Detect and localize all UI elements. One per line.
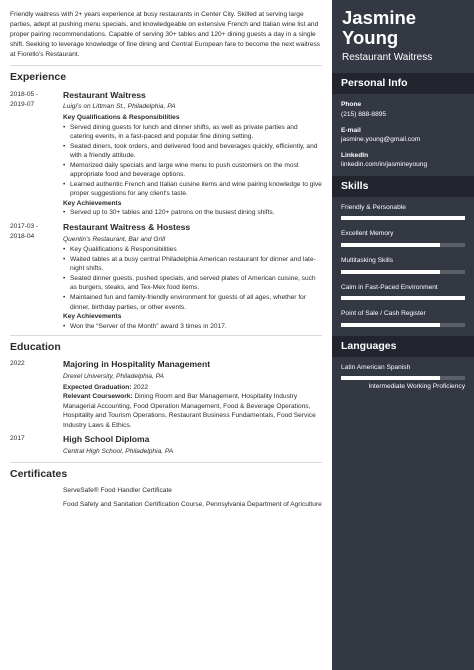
skill-name: Point of Sale / Cash Register [341,310,426,318]
job-bullets [63,123,322,199]
achievements-list [63,322,322,332]
linkedin-block [332,151,474,170]
skill-bar [341,216,465,220]
skill-name: Friendly & Personable [341,203,406,211]
language-item [332,363,474,381]
candidate-job-title: Restaurant Waitress [342,51,433,63]
skill-bar-fill [341,323,440,327]
skill-item [332,229,474,247]
list-item: • Served up to 30+ tables and 120+ patrons on the busiest dining shifts. [63,208,322,218]
education-title: Education [10,341,61,354]
job-org: Luigi's on Littman St., Philadelphia, PA [63,103,176,111]
list-item: • Learned authentic French and Italian cuisine items and wine pairing knowledge to give proper suggestions for any client's taste. [63,180,322,199]
summary: Friendly waitress with 2+ years experience at busy restaurants in Center City. Skilled at serving large parties, adept at pushing menu specials, and knowledgeable on extensive French and Italian wine list and proper pairing recommendations. Capable of serving 30+ tables and 120+ dining guests a day in a single shift. Seeking to leverage knowledge of fine dining and Central European fare to become the next waitress at Fiorello's Restaurant. [10,11,321,58]
skill-name: Excellent Memory [341,230,394,238]
language-bar [341,376,465,380]
list-item: • Maintained fun and family-friendly environment for guests of all ages, whether for dinner, birthday parties, or other events. [63,293,322,312]
skill-bar-fill [341,270,440,274]
job-role: Restaurant Waitress & Hostess [63,221,191,232]
skills-list [332,203,474,327]
experience-title: Experience [10,71,67,84]
skill-item [332,283,474,301]
skill-name: Multitasking Skills [341,257,394,264]
email-block [332,126,474,145]
linkedin-label: LinkedIn [341,151,369,159]
email-value[interactable]: jasmine.young@gmail.com [341,136,421,144]
job-date: 2017-03 - 2018-04 [10,222,39,240]
job-bullets [63,245,322,312]
skill-item [332,256,474,274]
divider [10,462,322,463]
certificate-item: Food Safety and Sanitation Certification Course, Pennsylvania Department of Agriculture [63,501,322,509]
school-name: Central High School, Philadelphia, PA [63,448,174,456]
list-item: • Seated diners, took orders, and delivered food and beverages quickly, efficiently, and with a friendly attitude. [63,142,322,161]
job-entry [10,90,322,218]
language-name: Latin American Spanish [341,363,411,371]
certificates-title: Certificates [10,467,68,480]
coursework: Relevant Coursework: Dining Room and Bar Management, Hospitality Industry Managerial Accounting, Food Operation Management, Food & Beverage Operations, Hospitality and Tourism Operations, Restaurant Business Fundamentals, Food Service Industry Laws & Ethics. [63,393,316,429]
degree-title: High School Diploma [63,434,150,445]
list-item: • Seated dinner guests, pushed specials, and served plates of American cuisine, such as burgers, steaks, and Tex-Mex food items. [63,274,322,293]
expected-graduation: Expected Graduation: 2022 [63,383,149,391]
skill-bar-fill [341,216,465,220]
qual-heading: Key Qualifications & Responsibilities [63,113,180,121]
phone-value: (215) 888-8895 [341,110,387,118]
degree-title: Majoring in Hospitality Management [63,359,211,370]
personal-info-title: Personal Info [332,73,474,94]
phone-label: Phone [341,101,362,109]
skills-title: Skills [332,176,474,197]
skill-bar [341,243,465,247]
certificate-item: ServeSafe® Food Handler Certificate [63,486,172,494]
skill-bar-fill [341,243,440,247]
divider [10,65,322,66]
education-entry [10,359,322,430]
list-item: • Waited tables at a busy central Philadelphia American restaurant for dinner and late-night shifts. [63,255,322,274]
skill-bar [341,296,465,300]
language-bar-fill [341,376,440,380]
job-entry [10,222,322,331]
candidate-name: Jasmine Young [342,7,417,49]
education-entry [10,434,322,457]
linkedin-value[interactable]: linkedin.com/in/jasmineyoung [341,161,428,169]
language-level: Intermediate Working Proficiency [368,383,465,391]
skill-bar-fill [341,296,465,300]
education-date: 2017 [10,435,25,443]
job-role: Restaurant Waitress [63,89,146,100]
list-item: • Won the “Server of the Month” award 3 times in 2017. [63,322,322,332]
sidebar [332,0,474,670]
skill-bar [341,270,465,274]
skill-item [332,203,474,221]
skill-bar [341,323,465,327]
job-org: Quentin's Restaurant, Bar and Grill [63,235,166,243]
skill-item [332,309,474,327]
education-date: 2022 [10,360,25,368]
job-date: 2018-05 - 2019-07 [10,90,39,108]
list-item: • Key Qualifications & Responsibilities [63,245,322,255]
skill-name: Calm in Fast-Paced Environment [341,283,438,291]
divider [10,335,322,336]
achievements-heading: Key Achievements [63,199,122,207]
list-item: • Memorized daily specials and large wine menu to push customers on the most appropriate food and beverage options. [63,161,322,180]
achievements-list [63,208,322,218]
achievements-heading: Key Achievements [63,313,122,321]
list-item: • Served dining guests for lunch and dinner shifts, as well as private parties and catering events, in a fast-paced and popular fine dining setting. [63,123,322,142]
phone-block [332,100,474,119]
school-name: Drexel University, Philadelphia, PA [63,373,164,381]
languages-title: Languages [332,336,474,357]
email-label: E-mail [341,126,361,134]
